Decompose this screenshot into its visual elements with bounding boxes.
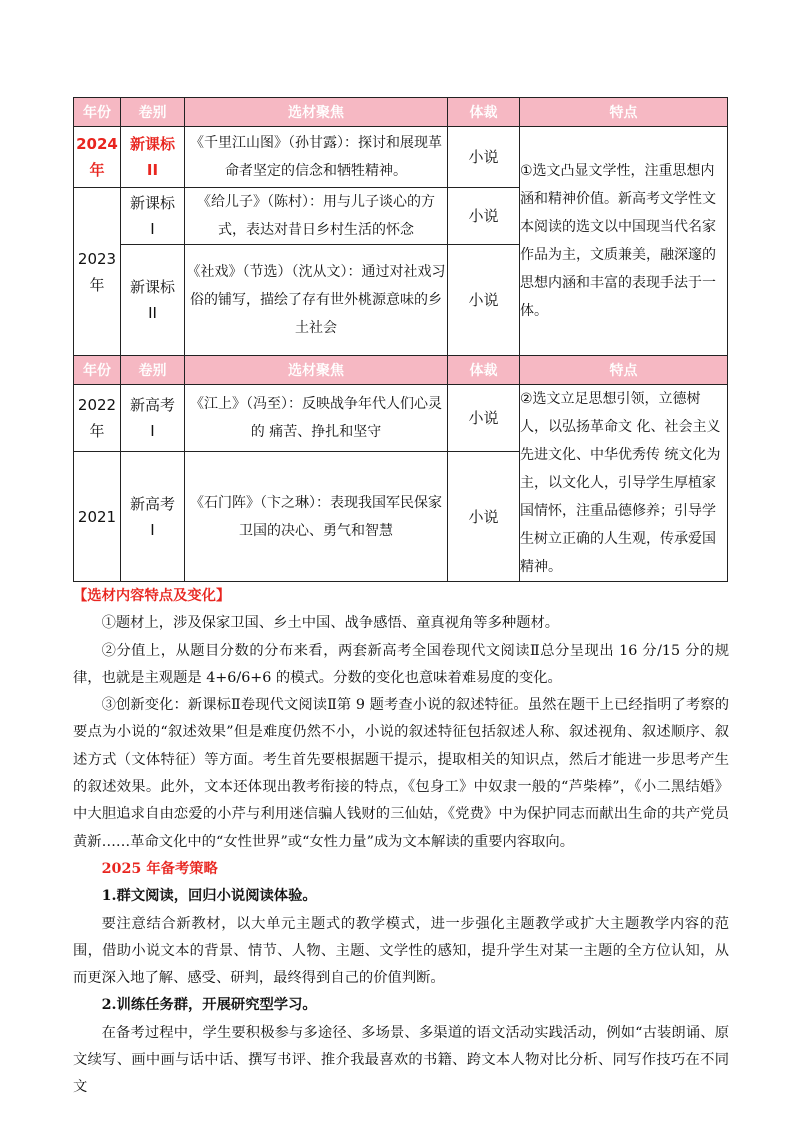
- table-row: [74, 385, 728, 452]
- volume-cell: 新课标 II: [121, 245, 185, 356]
- volume-cell: 新高考 I: [121, 385, 185, 452]
- analysis-text: [73, 583, 729, 1102]
- strategy-title: 2025 年备考策略: [101, 860, 218, 877]
- header-volume: 卷别: [121, 356, 185, 385]
- table-2024-2023: [73, 97, 728, 356]
- genre-cell: 小说: [448, 385, 520, 452]
- table-header-row: [74, 98, 728, 127]
- header-year: 年份: [74, 98, 121, 127]
- year-cell: 2021: [74, 452, 121, 582]
- genre-cell: 小说: [448, 245, 520, 356]
- table-2022-2021: [73, 355, 728, 582]
- topic-cell: 《千里江山图》（孙甘露）：探讨和展现革命者坚定的信念和牺牲精神。: [185, 127, 448, 188]
- genre-cell: 小说: [448, 452, 520, 582]
- volume-cell: 新高考 I: [121, 452, 185, 582]
- paragraph-themes: ①题材上，涉及保家卫国、乡土中国、战争感悟、童真视角等多种题材。: [101, 615, 560, 632]
- header-genre: 体裁: [448, 98, 520, 127]
- feature-cell: ①选文凸显文学性，注重思想内涵和精神价值。新高考文学性文本阅读的选文以中国现当代名家作品为主，文质兼美，融深邃的思想内涵和丰富的表现手法于一体。: [520, 127, 728, 356]
- header-feature: 特点: [520, 356, 728, 385]
- header-feature: 特点: [520, 98, 728, 127]
- table-header-row: [74, 356, 728, 385]
- header-genre: 体裁: [448, 356, 520, 385]
- year-cell: 2024 年: [74, 127, 121, 188]
- header-year: 年份: [74, 356, 121, 385]
- header-volume: 卷别: [121, 98, 185, 127]
- topic-cell: 《给儿子》（陈村）：用与儿子谈心的方式，表达对昔日乡村生活的怀念: [185, 188, 448, 245]
- genre-cell: 小说: [448, 188, 520, 245]
- feature-cell: ②选文立足思想引领，立德树人，以弘扬革命文 化、社会主义先进文化、中华优秀传 统文化为主，以文化人，引导学生厚植家国情怀，注重品德修养；引导学生树立正确的人生观，传承爱国精神。: [520, 385, 728, 582]
- section-title: 【选材内容特点及变化】: [73, 588, 231, 604]
- header-topic: 选材聚焦: [185, 356, 448, 385]
- volume-cell: 新课标 I: [121, 188, 185, 245]
- topic-cell: 《石门阵》（卞之琳）：表现我国军民保家卫国的决心、勇气和智慧: [185, 452, 448, 582]
- paragraph-scores: ②分值上，从题目分数的分布来看，两套新高考全国卷现代文阅读Ⅱ总分呈现出 16 分/15 分的规律，也就是主观题是 4+6/6+6 的模式。分数的变化也意味着难易度的变化。: [73, 642, 729, 686]
- year-cell: 2023 年: [74, 188, 121, 356]
- year-cell: 2022 年: [74, 385, 121, 452]
- topic-cell: 《江上》（冯至）：反映战争年代人们心灵的 痛苦、挣扎和坚守: [185, 385, 448, 452]
- paragraph-strategy-2: 在备考过程中，学生要积极参与多途径、多场景、多渠道的语文活动实践活动，例如“古装朗诵、原文续写、画中画与话中话、撰写书评、推介我最喜欢的书籍、跨文本人物对比分析、同写作技巧在不同文: [73, 1024, 729, 1096]
- paragraph-strategy-1: 要注意结合新教材，以大单元主题式的教学模式，进一步强化主题教学或扩大主题教学内容的范围，借助小说文本的背景、情节、人物、主题、文学性的感知，提升学生对某一主题的全方位认知，从而更深入地了解、感受、研判，最终得到自己的价值判断。: [73, 915, 729, 987]
- genre-cell: 小说: [448, 127, 520, 188]
- strategy-heading-1: 1.群文阅读，回归小说阅读体验。: [101, 888, 317, 905]
- topic-cell: 《社戏》（节选）（沈从文）：通过对社戏习俗的铺写，描绘了存有世外桃源意味的乡土社会: [185, 245, 448, 356]
- strategy-heading-2: 2.训练任务群，开展研究型学习。: [101, 997, 317, 1014]
- table-row: [74, 127, 728, 188]
- paragraph-innovation: ③创新变化：新课标Ⅱ卷现代文阅读Ⅱ第 9 题考查小说的叙述特征。虽然在题干上已经指明了考察的要点为小说的“叙述效果”但是难度仍然不小，小说的叙述特征包括叙述人称、叙述视角、叙述顺序、叙述方式（文体特征）等方面。考生首先要根据题干提示，提取相关的知识点，然后才能进一步思考产生的叙述效果。此外，文本还体现出教考衔接的特点，《包身工》中奴隶一般的“芦柴棒”，《小二黑结婚》中大胆追求自由恋爱的小芹与利用迷信骗人钱财的三仙姑，《党费》中为保护同志而献出生命的共产党员黄新……革命文化中的“女性世界”或“女性力量”成为文本解读的重要内容取向。: [73, 697, 729, 850]
- header-topic: 选材聚焦: [185, 98, 448, 127]
- volume-cell: 新课标 II: [121, 127, 185, 188]
